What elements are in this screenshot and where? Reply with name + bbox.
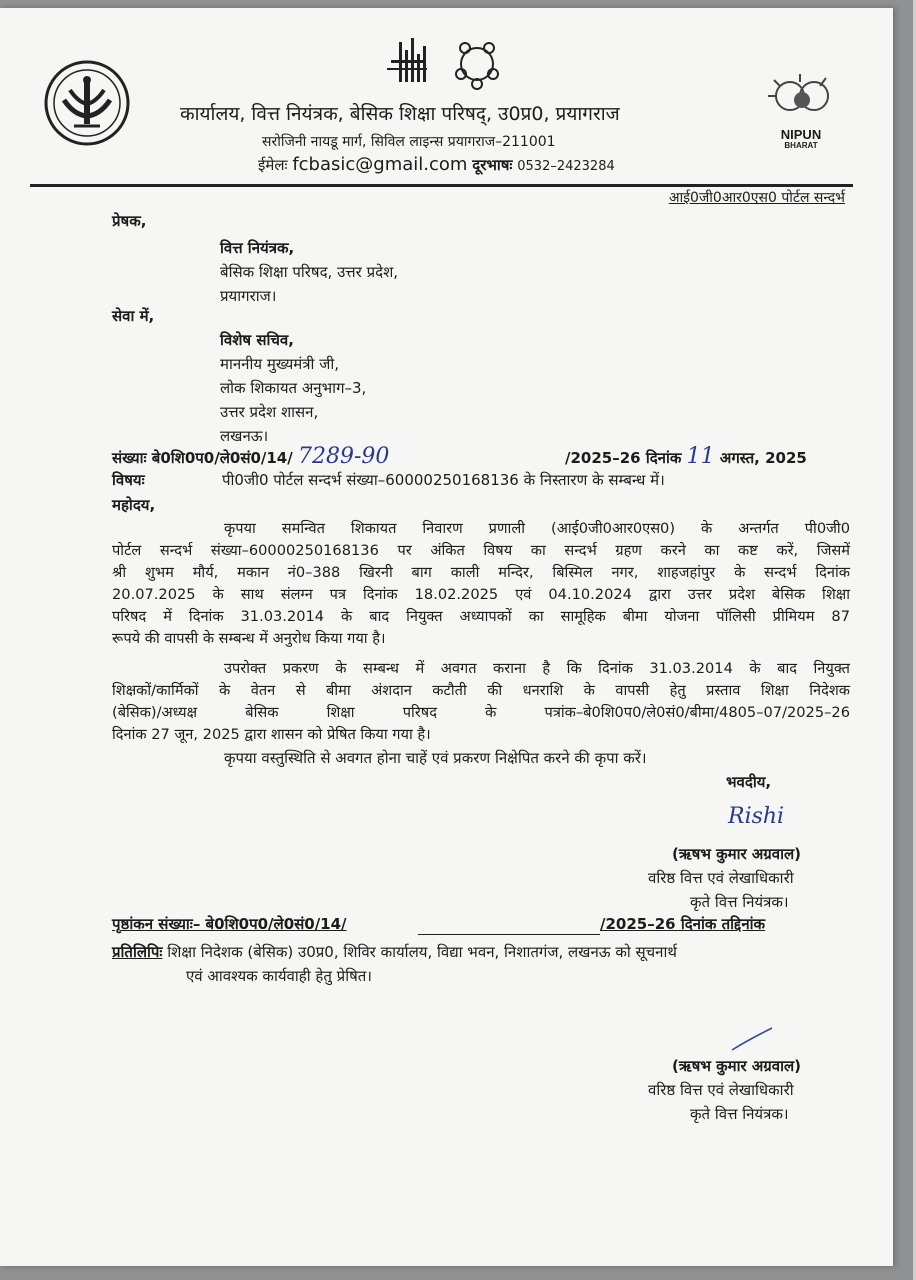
- paragraph-2: [112, 658, 850, 746]
- header-divider: [30, 184, 853, 187]
- up-government-emblem-icon: [44, 60, 130, 146]
- signatory-designation-2: वरिष्ठ वित्त एवं लेखाधिकारी: [648, 1081, 794, 1099]
- sender-line: बेसिक शिक्षा परिषद, उत्तर प्रदेश,: [220, 263, 399, 281]
- sender-block: [220, 236, 398, 308]
- paragraph-line: (बेसिक)/अध्यक्ष बेसिक शिक्षा परिषद के पत्रांक–बे0शि0प0/ले0सं0/बीमा/4805–07/2025–26: [112, 704, 850, 721]
- portal-reference: आई0जी0आर0एस0 पोर्टल सन्दर्भ: [668, 190, 845, 206]
- signatory-name: (ऋषभ कुमार अग्रवाल): [672, 845, 801, 863]
- signature-scribble: Rishi: [728, 804, 785, 829]
- paragraph-line: शिक्षकों/कार्मिकों के वेतन से बीमा अंशदान कटौती की धनराशि के वापसी हेतु प्रस्ताव शिक्षा निदेशक: [112, 682, 850, 699]
- closing: भवदीय,: [726, 773, 772, 791]
- phone-label: दूरभाषः: [472, 156, 513, 174]
- subject-text: पी0जी0 पोर्टल सन्दर्भ संख्या–60000250168136 के निस्तारण के सम्बन्ध में।: [222, 471, 665, 489]
- endorsement-date: /2025–26 दिनांक तद्दिनांक: [600, 915, 766, 933]
- signatory-for-2: कृते वित्त नियंत्रक।: [690, 1105, 789, 1123]
- paragraph-line: रूपये की वापसी के सम्बन्ध में अनुरोध किया गया है।: [112, 630, 386, 647]
- endorsement-number: पृष्ठांकन संख्याः– बे0शि0प0/ले0सं0/14/: [112, 915, 347, 933]
- recipient-line: माननीय मुख्यमंत्री जी,: [220, 355, 339, 373]
- handwritten-day: 11: [686, 444, 715, 469]
- paragraph-line: परिषद में दिनांक 31.03.2014 के बाद नियुक्त अध्यापकों का सामूहिक बीमा योजना पॉलिसी प्रीमियम 87: [112, 608, 850, 625]
- paragraph-line: कृपया समन्वित शिकायत निवारण प्रणाली (आई0जी0आर0एस0) के अन्तर्गत पी0जी0: [224, 520, 850, 537]
- bharat-label: BHARAT: [784, 141, 818, 150]
- recipient-line: लखनऊ।: [220, 427, 269, 445]
- paragraph-line: उपरोक्त प्रकरण के सम्बन्ध में अवगत कराना है कि दिनांक 31.03.2014 के बाद नियुक्त: [224, 660, 850, 677]
- nipun-bharat-logo: [760, 70, 842, 156]
- office-address: सरोजिनी नायडू मार्ग, सिविल लाइन्स प्रयागराज–211001: [262, 134, 556, 150]
- samagra-shiksha-logo-icon: [385, 36, 503, 96]
- letter-page: [0, 8, 893, 1266]
- sender-label: प्रेषक,: [112, 212, 147, 230]
- office-title: कार्यालय, वित्त नियंत्रक, बेसिक शिक्षा परिषद्, उ0प्र0, प्रयागराज: [180, 103, 620, 125]
- paragraph-line: पोर्टल सन्दर्भ संख्या–60000250168136 पर अंकित विषय का सन्दर्भ ग्रहण करने का कष्ट करें, जिसमें: [112, 542, 850, 559]
- reference-year: /2025–26 दिनांक: [565, 449, 682, 467]
- paragraph-line: दिनांक 27 जून, 2025 द्वारा शासन को प्रेषित किया गया है।: [112, 726, 431, 743]
- copy-line-1: [112, 942, 677, 962]
- reference-month-year: अगस्त, 2025: [719, 449, 807, 467]
- endorsement-blank-line: [418, 934, 600, 935]
- recipient-label: सेवा में,: [112, 307, 155, 325]
- paragraph-3: कृपया वस्तुस्थिति से अवगत होना चाहें एवं प्रकरण निक्षेपित करने की कृपा करें।: [224, 749, 647, 767]
- paragraph-1: [112, 518, 850, 650]
- nipun-label: NIPUN: [780, 127, 822, 142]
- signatory-designation: वरिष्ठ वित्त एवं लेखाधिकारी: [648, 869, 794, 887]
- sender-line: वित्त नियंत्रक,: [220, 239, 295, 257]
- handwritten-dispatch-number: 7289-90: [297, 444, 390, 469]
- nipun-figures-icon: [760, 70, 842, 124]
- recipient-block: [220, 328, 366, 448]
- paragraph-line: 20.07.2025 के साथ संलग्न पत्र दिनांक 18.02.2025 एवं 04.10.2024 द्वारा उत्तर प्रदेश बेसिक शिक्षा: [112, 586, 850, 603]
- sender-line: प्रयागराज।: [220, 287, 277, 305]
- signatory-name-2: (ऋषभ कुमार अग्रवाल): [672, 1057, 801, 1075]
- paragraph-line: श्री शुभम मौर्य, मकान नं0–388 खिरनी बाग काली मन्दिर, बिस्मिल नगर, शाहजहांपुर के सन्दर्भ दिनांक: [112, 564, 850, 581]
- phone-number: 0532–2423284: [517, 159, 615, 174]
- recipient-line: विशेष सचिव,: [220, 331, 294, 349]
- reference-number: [112, 444, 389, 469]
- reference-number-label: संख्याः बे0शि0प0/ले0सं0/14/: [112, 449, 293, 467]
- email-address: fcbasic@gmail.com: [292, 154, 468, 175]
- email-label: ईमेलः: [258, 156, 288, 174]
- reference-date: [565, 444, 807, 469]
- copy-text-2: एवं आवश्यक कार्यवाही हेतु प्रेषित।: [186, 967, 372, 985]
- copy-text-1: शिक्षा निदेशक (बेसिक) उ0प्र0, शिविर कार्यालय, विद्या भवन, निशातगंज, लखनऊ को सूचनार्थ: [167, 943, 677, 961]
- signature-stroke-icon: [728, 1024, 778, 1054]
- salutation: महोदय,: [112, 496, 156, 514]
- recipient-line: उत्तर प्रदेश शासन,: [220, 403, 319, 421]
- recipient-line: लोक शिकायत अनुभाग–3,: [220, 379, 367, 397]
- signatory-for: कृते वित्त नियंत्रक।: [690, 893, 789, 911]
- contact-line: [258, 154, 615, 175]
- subject-label: विषयः: [112, 471, 145, 489]
- copy-label: प्रतिलिपिः: [112, 943, 163, 961]
